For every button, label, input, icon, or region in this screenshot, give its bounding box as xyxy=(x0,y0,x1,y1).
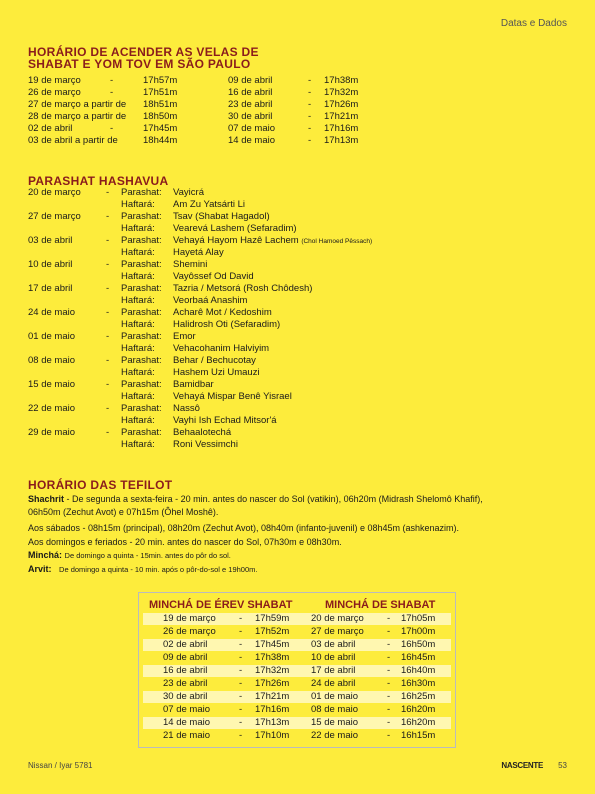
parashat-dash: - xyxy=(106,259,110,270)
parashat-row xyxy=(28,379,428,391)
mincha-time-1: 17h45m xyxy=(255,639,290,650)
parashat-text-main: Nassô xyxy=(173,403,200,414)
parashat-text-main: Am Zu Yatsárti Li xyxy=(173,199,245,210)
mincha-date-2: 01 de maio xyxy=(311,691,359,702)
mincha-time-2: 16h45m xyxy=(401,652,436,663)
parashat-text-main: Emor xyxy=(173,331,196,342)
candles-date-1: 28 de março a partir de xyxy=(28,111,127,122)
candles-sep-1: - xyxy=(110,87,114,98)
mincha-time-2: 16h25m xyxy=(401,691,436,702)
candles-time-1: 17h57m xyxy=(143,75,178,86)
mincha-date-1: 21 de maio xyxy=(163,730,211,741)
parashat-row xyxy=(28,331,428,343)
parashat-row xyxy=(28,355,428,367)
mincha-date-1: 23 de abril xyxy=(163,678,208,689)
candles-time-2: 17h16m xyxy=(324,123,359,134)
parashat-label: Parashat: xyxy=(121,187,162,198)
shachrit-text-2: 06h50m (Zechut Avot) e 07h15m (Ôhel Moshê). xyxy=(28,507,219,517)
parashat-row xyxy=(28,403,428,415)
parashat-text xyxy=(173,295,247,307)
candles-date-1: 02 de abril xyxy=(28,123,73,134)
parashat-row xyxy=(28,343,428,355)
mincha-sep-2: - xyxy=(387,639,391,650)
mincha-sep-1: - xyxy=(239,717,243,728)
parashat-text-main: Veorbaá Anashim xyxy=(173,295,248,306)
candles-time-2: 17h38m xyxy=(324,75,359,86)
parashat-label: Haftará: xyxy=(121,295,155,306)
parashat-text-main: Vehayá Mispar Benê Yisrael xyxy=(173,391,292,402)
mincha-time-1: 17h16m xyxy=(255,704,290,715)
mincha-time-2: 16h30m xyxy=(401,678,436,689)
parashat-date: 27 de março xyxy=(28,211,81,222)
parashat-note: (Chol Hamoed Pêssach) xyxy=(301,238,373,245)
mincha-time-2: 17h00m xyxy=(401,626,436,637)
candles-sep-2: - xyxy=(308,87,312,98)
mincha-shabat-header: MINCHÁ DE SHABAT xyxy=(325,599,436,611)
parashat-text xyxy=(173,247,224,259)
parashat-row xyxy=(28,211,428,223)
parashat-date: 10 de abril xyxy=(28,259,73,270)
mincha-row xyxy=(143,691,451,703)
parashat-label: Parashat: xyxy=(121,355,162,366)
mincha-sep-2: - xyxy=(387,626,391,637)
parashat-label: Haftará: xyxy=(121,391,155,402)
candles-date-1: 03 de abril a partir de xyxy=(28,135,118,146)
mincha-sep-2: - xyxy=(387,691,391,702)
parashat-dash: - xyxy=(106,211,110,222)
parashat-row xyxy=(28,319,428,331)
mincha-time-1: 17h59m xyxy=(255,613,290,624)
candles-date-2: 09 de abril xyxy=(228,75,273,86)
parashat-label: Parashat: xyxy=(121,283,162,294)
candles-sep-2: - xyxy=(308,123,312,134)
parashat-dash: - xyxy=(106,283,110,294)
parashat-dash: - xyxy=(106,235,110,246)
sabados-text: Aos sábados - 08h15m (principal), 08h20m (Zechut Avot), 08h40m (infanto-juvenil) e 08h45m (ashkenazim). xyxy=(28,523,460,533)
candles-date-2: 30 de abril xyxy=(228,111,273,122)
parashat-label: Haftará: xyxy=(121,199,155,210)
candles-sep-2: - xyxy=(308,111,312,122)
mincha-date-1: 07 de maio xyxy=(163,704,211,715)
parashat-text-main: Vearevá Lashem (Sefaradim) xyxy=(173,223,297,234)
candles-sep-2: - xyxy=(308,99,312,110)
mincha-time-1: 17h52m xyxy=(255,626,290,637)
mincha-row xyxy=(143,639,451,651)
parashat-label: Parashat: xyxy=(121,307,162,318)
candles-time-1: 17h51m xyxy=(143,87,178,98)
parashat-row xyxy=(28,391,428,403)
candles-row xyxy=(28,75,388,87)
mincha-date-2: 15 de maio xyxy=(311,717,359,728)
issue-label: Nissan / Iyar 5781 xyxy=(28,761,93,770)
parashat-dash: - xyxy=(106,307,110,318)
parashat-date: 17 de abril xyxy=(28,283,73,294)
parashat-row xyxy=(28,307,428,319)
mincha-row xyxy=(143,730,451,742)
parashat-row xyxy=(28,235,428,247)
parashat-date: 29 de maio xyxy=(28,427,76,438)
arvit-label: Arvit: xyxy=(28,564,52,574)
candles-date-2: 16 de abril xyxy=(228,87,273,98)
mincha-sep-1: - xyxy=(239,639,243,650)
candles-sep-2: - xyxy=(308,75,312,86)
candles-time-2: 17h32m xyxy=(324,87,359,98)
mincha-date-1: 09 de abril xyxy=(163,652,208,663)
parashat-label: Haftará: xyxy=(121,223,155,234)
parashat-text-main: Vehayá Hayom Hazê Lachem xyxy=(173,235,299,246)
parashat-text xyxy=(173,187,204,199)
mincha-time-2: 16h50m xyxy=(401,639,436,650)
mincha-date-2: 17 de abril xyxy=(311,665,356,676)
parashat-text-main: Vayicrá xyxy=(173,187,204,198)
parashat-text-main: Tazria / Metsorá (Rosh Chôdesh) xyxy=(173,283,313,294)
mincha-sep-2: - xyxy=(387,717,391,728)
mincha-sep-1: - xyxy=(239,704,243,715)
mincha-sep-1: - xyxy=(239,665,243,676)
mincha-sep-2: - xyxy=(387,704,391,715)
candles-date-2: 23 de abril xyxy=(228,99,273,110)
mincha-sep-1: - xyxy=(239,626,243,637)
mincha-time-1: 17h38m xyxy=(255,652,290,663)
parashat-date: 24 de maio xyxy=(28,307,76,318)
parashat-row xyxy=(28,259,428,271)
parashat-label: Haftará: xyxy=(121,319,155,330)
mincha-sep-2: - xyxy=(387,652,391,663)
candles-time-1: 18h44m xyxy=(143,135,178,146)
mincha-time-1: 17h26m xyxy=(255,678,290,689)
parashat-date: 08 de maio xyxy=(28,355,76,366)
parashat-text xyxy=(173,427,231,439)
parashat-dash: - xyxy=(106,187,110,198)
parashat-text xyxy=(173,271,254,283)
candles-row xyxy=(28,87,388,99)
mincha-date-1: 14 de maio xyxy=(163,717,211,728)
mincha-row xyxy=(143,717,451,729)
mincha-time-2: 16h40m xyxy=(401,665,436,676)
parashat-row xyxy=(28,283,428,295)
parashat-label: Haftará: xyxy=(121,247,155,258)
parashat-label: Parashat: xyxy=(121,259,162,270)
shachrit-label: Shachrit xyxy=(28,494,65,504)
arvit-text: De domingo a quinta - 10 min. após o pôr-do-sol e 19h00m. xyxy=(59,565,258,574)
mincha-date-1: 19 de março xyxy=(163,613,216,624)
mincha-time-1: 17h32m xyxy=(255,665,290,676)
mincha-row xyxy=(143,678,451,690)
mincha-date-2: 20 de março xyxy=(311,613,364,624)
tefilot-title: HORÁRIO DAS TEFILOT xyxy=(28,478,173,492)
candles-time-2: 17h26m xyxy=(324,99,359,110)
parashat-label: Parashat: xyxy=(121,427,162,438)
parashat-text-main: Vayôssef Od David xyxy=(173,271,254,282)
mincha-row xyxy=(143,613,451,625)
parashat-label: Parashat: xyxy=(121,403,162,414)
candles-sep-1: - xyxy=(110,75,114,86)
candles-time-1: 18h51m xyxy=(143,99,178,110)
parashat-text xyxy=(173,379,214,391)
mincha-erev-header: MINCHÁ DE ÉREV SHABAT xyxy=(149,599,293,611)
parashat-text-main: Bamidbar xyxy=(173,379,214,390)
mincha-date-1: 16 de abril xyxy=(163,665,208,676)
candles-date-2: 07 de maio xyxy=(228,123,276,134)
parashat-row xyxy=(28,223,428,235)
parashat-text-main: Shemini xyxy=(173,259,208,270)
parashat-date: 01 de maio xyxy=(28,331,76,342)
parashat-dash: - xyxy=(106,403,110,414)
parashat-row xyxy=(28,295,428,307)
parashat-text xyxy=(173,367,260,379)
parashat-label: Haftará: xyxy=(121,343,155,354)
parashat-text xyxy=(173,439,238,451)
mincha-date-2: 24 de abril xyxy=(311,678,356,689)
mincha-sep-2: - xyxy=(387,613,391,624)
parashat-row xyxy=(28,199,428,211)
parashat-row xyxy=(28,427,428,439)
candles-row xyxy=(28,99,388,111)
candles-title-1: HORÁRIO DE ACENDER AS VELAS DE xyxy=(28,45,259,59)
mincha-date-2: 10 de abril xyxy=(311,652,356,663)
parashat-text-main: Hashem Uzi Umauzi xyxy=(173,367,260,378)
parashat-date: 22 de maio xyxy=(28,403,76,414)
mincha-date-2: 22 de maio xyxy=(311,730,359,741)
parashat-text-main: Behaalotechá xyxy=(173,427,232,438)
parashat-row xyxy=(28,247,428,259)
mincha-sep-1: - xyxy=(239,652,243,663)
parashat-label: Parashat: xyxy=(121,331,162,342)
parashat-title: PARASHAT HASHAVUA xyxy=(28,174,169,188)
parashat-text-main: Vayhi Ish Echad Mitsor'á xyxy=(173,415,277,426)
mincha-date-1: 26 de março xyxy=(163,626,216,637)
parashat-row xyxy=(28,271,428,283)
parashat-text xyxy=(173,331,196,343)
mincha-text: De domingo a quinta - 15min. antes do pôr do sol. xyxy=(64,551,231,560)
parashat-text xyxy=(173,319,280,331)
parashat-text-main: Vehacohanim Halviyim xyxy=(173,343,270,354)
mincha-line xyxy=(28,549,231,562)
parashat-text xyxy=(173,223,297,235)
page-number: 53 xyxy=(558,761,567,770)
mincha-time-2: 16h15m xyxy=(401,730,436,741)
candles-row xyxy=(28,135,388,147)
mincha-time-1: 17h21m xyxy=(255,691,290,702)
mincha-time-2: 16h20m xyxy=(401,704,436,715)
parashat-date: 20 de março xyxy=(28,187,81,198)
candles-date-1: 19 de março xyxy=(28,75,81,86)
mincha-sep-1: - xyxy=(239,613,243,624)
mincha-sep-2: - xyxy=(387,665,391,676)
mincha-date-2: 03 de abril xyxy=(311,639,356,650)
parashat-dash: - xyxy=(106,331,110,342)
mincha-date-1: 30 de abril xyxy=(163,691,208,702)
mincha-sep-2: - xyxy=(387,730,391,741)
parashat-text xyxy=(173,415,277,427)
mincha-sep-1: - xyxy=(239,691,243,702)
parashat-text-main: Hayetá Alay xyxy=(173,247,224,258)
candles-title-2: SHABAT E YOM TOV EM SÃO PAULO xyxy=(28,57,251,71)
mincha-time-2: 16h20m xyxy=(401,717,436,728)
mincha-box xyxy=(138,592,456,748)
parashat-row xyxy=(28,187,428,199)
parashat-text-main: Behar / Bechucotay xyxy=(173,355,256,366)
parashat-text xyxy=(173,199,245,211)
mincha-date-1: 02 de abril xyxy=(163,639,208,650)
mincha-row xyxy=(143,652,451,664)
section-header: Datas e Dados xyxy=(500,18,567,29)
parashat-dash: - xyxy=(106,427,110,438)
candles-date-1: 27 de março a partir de xyxy=(28,99,127,110)
mincha-sep-1: - xyxy=(239,730,243,741)
domingos-text: Aos domingos e feriados - 20 min. antes do nascer do Sol, 07h30m e 08h30m. xyxy=(28,537,342,547)
candles-time-1: 18h50m xyxy=(143,111,178,122)
shachrit-text-1: - De segunda a sexta-feira - 20 min. antes do nascer do Sol (vatikin), 06h20m (Midrash Shelomô Khafif), xyxy=(64,494,483,504)
parashat-text-main: Tsav (Shabat Hagadol) xyxy=(173,211,270,222)
mincha-row xyxy=(143,665,451,677)
parashat-date: 03 de abril xyxy=(28,235,73,246)
parashat-label: Parashat: xyxy=(121,235,162,246)
parashat-text-main: Roni Vessimchi xyxy=(173,439,238,450)
parashat-text xyxy=(173,355,256,367)
parashat-text xyxy=(173,391,292,403)
candles-sep-2: - xyxy=(308,135,312,146)
parashat-label: Haftará: xyxy=(121,439,155,450)
mincha-time-1: 17h13m xyxy=(255,717,290,728)
mincha-row xyxy=(143,626,451,638)
parashat-label: Parashat: xyxy=(121,379,162,390)
mincha-sep-2: - xyxy=(387,678,391,689)
candles-time-1: 17h45m xyxy=(143,123,178,134)
parashat-label: Haftará: xyxy=(121,415,155,426)
parashat-row xyxy=(28,439,428,451)
arvit-line xyxy=(28,563,257,576)
parashat-text-main: Halidrosh Oti (Sefaradim) xyxy=(173,319,281,330)
parashat-text xyxy=(173,403,200,415)
mincha-date-2: 27 de março xyxy=(311,626,364,637)
parashat-label: Haftará: xyxy=(121,271,155,282)
parashat-text xyxy=(173,211,270,223)
candles-time-2: 17h13m xyxy=(324,135,359,146)
parashat-text xyxy=(173,307,272,319)
candles-date-1: 26 de março xyxy=(28,87,81,98)
parashat-row xyxy=(28,367,428,379)
parashat-label: Haftará: xyxy=(121,367,155,378)
mincha-label: Minchá: xyxy=(28,550,63,560)
parashat-text xyxy=(173,259,207,271)
mincha-date-2: 08 de maio xyxy=(311,704,359,715)
shachrit-line xyxy=(28,493,483,505)
nascente-logo: NASCENTE xyxy=(501,761,543,770)
candles-time-2: 17h21m xyxy=(324,111,359,122)
parashat-text xyxy=(173,343,269,355)
candles-row xyxy=(28,111,388,123)
candles-date-2: 14 de maio xyxy=(228,135,276,146)
parashat-label: Parashat: xyxy=(121,211,162,222)
parashat-text-main: Acharê Mot / Kedoshim xyxy=(173,307,272,318)
mincha-time-1: 17h10m xyxy=(255,730,290,741)
candles-row xyxy=(28,123,388,135)
parashat-dash: - xyxy=(106,355,110,366)
parashat-date: 15 de maio xyxy=(28,379,76,390)
candles-sep-1: - xyxy=(110,123,114,134)
mincha-time-2: 17h05m xyxy=(401,613,436,624)
parashat-row xyxy=(28,415,428,427)
mincha-row xyxy=(143,704,451,716)
mincha-sep-1: - xyxy=(239,678,243,689)
parashat-dash: - xyxy=(106,379,110,390)
parashat-text xyxy=(173,283,312,295)
